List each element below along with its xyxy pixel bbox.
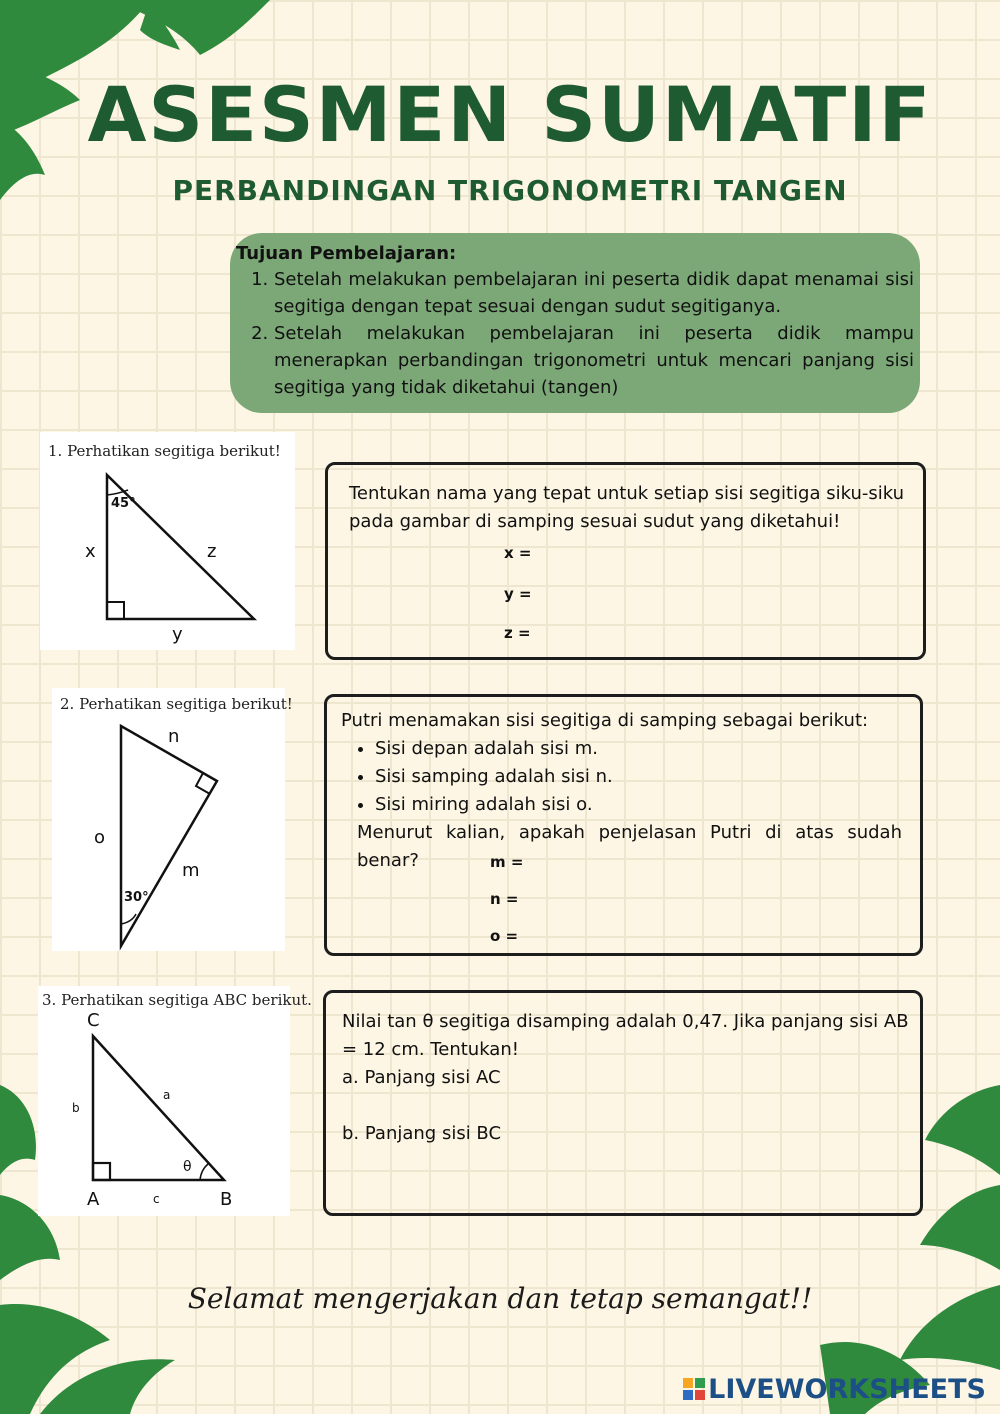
- q2-bullet-list: [343, 735, 915, 819]
- q1-triangle: [40, 432, 295, 650]
- page-subtitle: PERBANDINGAN TRIGONOMETRI TANGEN: [172, 174, 848, 207]
- q3-label-A: A: [87, 1189, 100, 1210]
- q1-answer-y[interactable]: y =: [504, 585, 532, 603]
- q2-figure: [52, 688, 293, 951]
- q3-figure: [38, 986, 312, 1216]
- q1-answer-box: [325, 462, 926, 660]
- q3-prompt: Nilai tan θ segitiga disamping adalah 0,47. Jika panjang sisi AB = 12 cm. Tentukan!: [342, 1011, 909, 1060]
- q3-label-theta: θ: [183, 1159, 192, 1175]
- q3-figure-caption: 3. Perhatikan segitiga ABC berikut.: [42, 991, 312, 1009]
- q3-label-b: b: [72, 1101, 80, 1115]
- q3-part-a[interactable]: a. Panjang sisi AC: [342, 1067, 501, 1088]
- learning-goals: [230, 233, 920, 413]
- liveworksheets-logo-icon: [683, 1378, 705, 1400]
- q1-answer-z[interactable]: z =: [504, 624, 531, 642]
- q3-part-b[interactable]: b. Panjang sisi BC: [342, 1123, 502, 1144]
- q2-answer-m[interactable]: m =: [490, 853, 524, 871]
- learning-goals-heading: Tujuan Pembelajaran:: [236, 243, 457, 264]
- q3-label-c: c: [153, 1192, 160, 1206]
- q3-triangle: [38, 986, 290, 1216]
- page-title: ASESMEN SUMATIF: [87, 70, 933, 159]
- q1-label-angle: 45°: [111, 496, 136, 511]
- q3-label-a: a: [163, 1088, 171, 1102]
- learning-goal-1: 1. Setelah melakukan pembelajaran ini peserta didik dapat menamai sisi segitiga dengan tepat sesuai dengan sudut segitiganya.: [274, 266, 914, 320]
- q2-bullet-2: • Sisi samping adalah sisi n.: [375, 763, 915, 791]
- q1-answer-x[interactable]: x =: [504, 544, 532, 562]
- q1-label-x: x: [85, 541, 96, 562]
- liveworksheets-logo-text: LIVEWORKSHEETS: [708, 1374, 986, 1405]
- q2-label-angle: 30°: [124, 890, 149, 905]
- q2-label-o: o: [94, 827, 106, 848]
- q2-question: Menurut kalian, apakah penjelasan Putri di atas sudah benar?: [357, 822, 902, 871]
- liveworksheets-logo[interactable]: [683, 1374, 986, 1405]
- q1-prompt: Tentukan nama yang tepat untuk setiap sisi segitiga siku-siku pada gambar di samping sesuai sudut yang diketahui!: [349, 483, 905, 532]
- q1-figure-caption: 1. Perhatikan segitiga berikut!: [48, 442, 281, 460]
- q2-intro: Putri menamakan sisi segitiga di samping sebagai berikut:: [341, 710, 869, 731]
- q3-label-B: B: [220, 1189, 233, 1210]
- q2-triangle: [52, 688, 285, 951]
- learning-goal-2: 2. Setelah melakukan pembelajaran ini peserta didik mampu menerapkan perbandingan trigonometri untuk mencari panjang sisi segitiga yang tidak diketahui (tangen): [274, 320, 914, 401]
- learning-goals-list: [236, 266, 914, 401]
- closing-message: Selamat mengerjakan dan tetap semangat!!: [187, 1282, 813, 1315]
- q2-answer-n[interactable]: n =: [490, 890, 519, 908]
- q2-label-n: n: [168, 726, 180, 747]
- q2-figure-caption: 2. Perhatikan segitiga berikut!: [60, 695, 293, 713]
- q2-answer-o[interactable]: o =: [490, 927, 519, 945]
- q2-bullet-1: • Sisi depan adalah sisi m.: [375, 735, 915, 763]
- q3-label-C: C: [87, 1010, 100, 1031]
- q2-bullet-3: • Sisi miring adalah sisi o.: [375, 791, 915, 819]
- q1-figure: [40, 432, 295, 650]
- q1-label-y: y: [172, 624, 183, 645]
- q3-answer-box: [323, 990, 923, 1216]
- q2-label-m: m: [182, 860, 200, 881]
- q1-label-z: z: [207, 541, 217, 562]
- q2-answer-box: [324, 694, 923, 956]
